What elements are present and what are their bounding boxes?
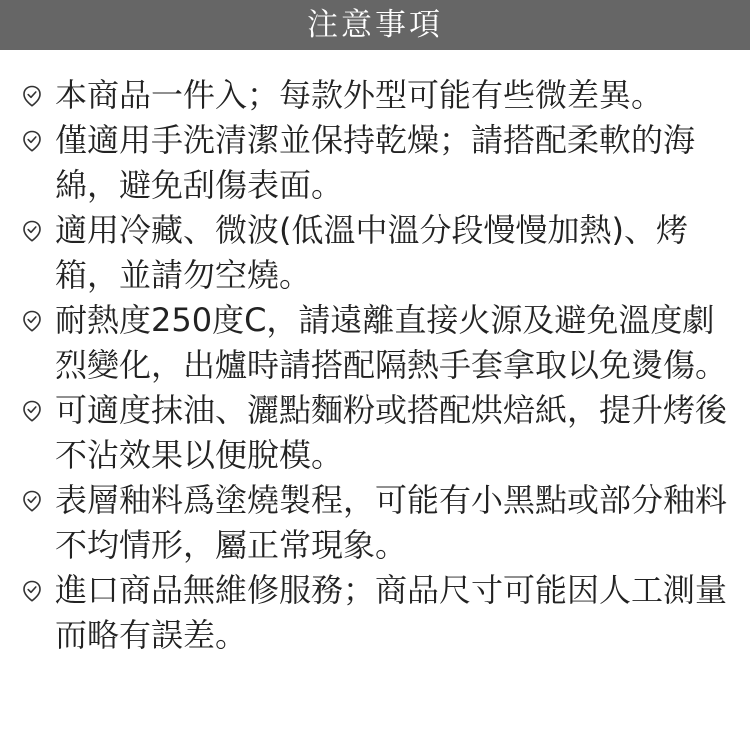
list-item xyxy=(0,73,750,118)
location-pin-icon xyxy=(20,309,44,333)
list-item xyxy=(0,388,750,478)
note-text: 表層釉料爲塗燒製程，可能有小黑點或部分釉料不均情形，屬正常現象。 xyxy=(55,481,728,564)
note-text: 本商品一件入；每款外型可能有些微差異。 xyxy=(55,76,664,114)
list-item xyxy=(0,208,750,298)
location-pin-icon xyxy=(20,129,44,153)
page-title: 注意事項 xyxy=(307,6,443,43)
list-item xyxy=(0,568,750,658)
note-text: 耐熱度250度C，請遠離直接火源及避免溫度劇烈變化，出爐時請搭配隔熱手套拿取以免燙傷。 xyxy=(55,301,728,384)
location-pin-icon xyxy=(20,219,44,243)
list-item xyxy=(0,118,750,208)
note-text: 進口商品無維修服務；商品尺寸可能因人工測量而略有誤差。 xyxy=(55,571,728,654)
note-text: 可適度抹油、灑點麵粉或搭配烘焙紙，提升烤後不沾效果以便脫模。 xyxy=(55,391,728,474)
header-bar xyxy=(0,0,750,50)
note-text: 僅適用手洗清潔並保持乾燥；請搭配柔軟的海綿，避免刮傷表面。 xyxy=(55,121,696,204)
notes-list xyxy=(0,73,750,658)
location-pin-icon xyxy=(20,489,44,513)
location-pin-icon xyxy=(20,84,44,108)
note-text: 適用冷藏、微波(低溫中溫分段慢慢加熱)、烤箱，並請勿空燒。 xyxy=(55,211,688,294)
list-item xyxy=(0,298,750,388)
location-pin-icon xyxy=(20,399,44,423)
list-item xyxy=(0,478,750,568)
location-pin-icon xyxy=(20,579,44,603)
